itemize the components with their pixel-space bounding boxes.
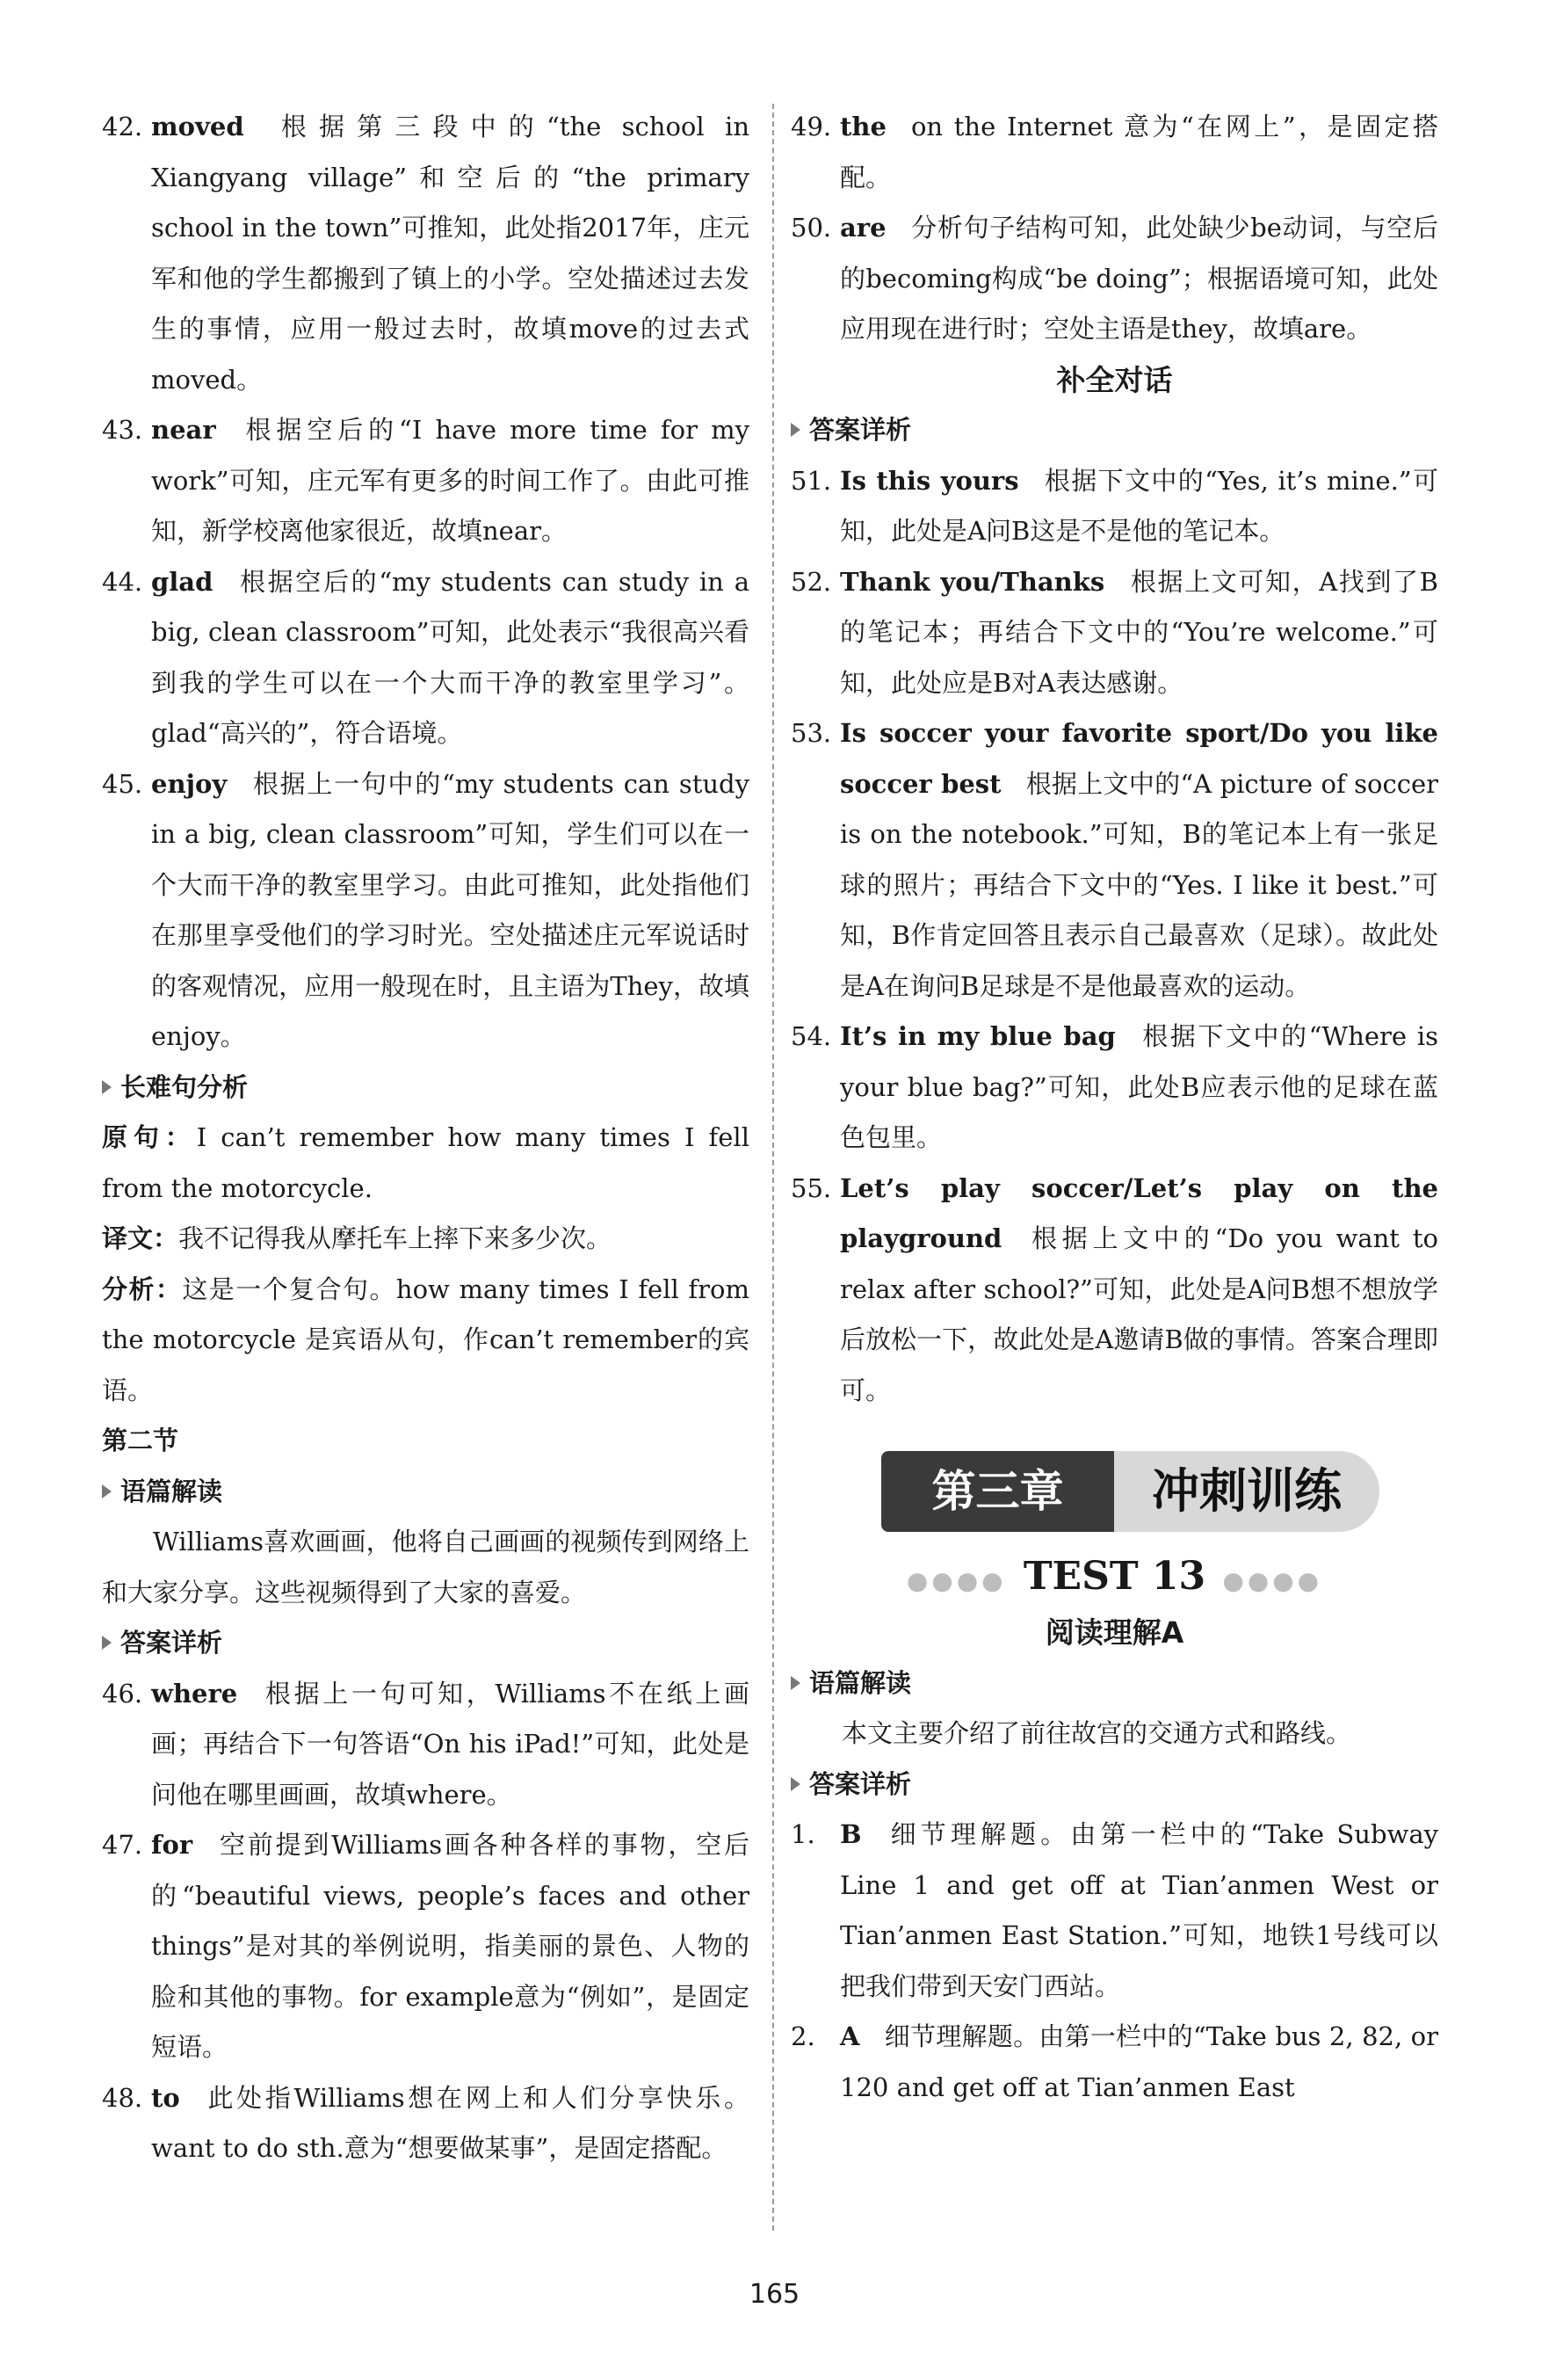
reading-heading: 语篇解读 bbox=[791, 1658, 1438, 1709]
test-title-text: TEST 13 bbox=[1023, 1554, 1206, 1599]
answer-item-42: 42. moved 根据第三段中的“the school in Xiangyang village”和空后的“the primary school in the town”可推知，此处指2017年，庄元军和他的学生都搬到了镇上的小学。空处描述过去发生的事情，应用一般过去时，故填move的过去式moved。 bbox=[102, 112, 749, 395]
answer-item-45: 45. enjoy 根据上一句中的“my students can study in a big, clean classroom”可知，学生们可以在一个大而干净的教室里学习。由此可推知，此处指他们在那里享受他们的学习时光。空处描述庄元军说话时的客观情况，应用一般现在时，且主语为They，故填enjoy。 bbox=[102, 768, 749, 1051]
analysis: 分析：这是一个复合句。how many times I fell from the motorcycle 是宾语从句，作can’t remember的宾语。 bbox=[102, 1273, 749, 1405]
decorative-dots-right: ●●●● bbox=[1222, 1566, 1323, 1595]
answer-item-44: 44. glad 根据空后的“my students can study in a big, clean classroom”可知，此处表示“我很高兴看到我的学生可以在一个大而干净的教室里学习”。glad“高兴的”，符合语境。 bbox=[102, 566, 749, 748]
answer-item-46: 46. where 根据上一句可知，Williams不在纸上画画；再结合下一句答语“On his iPad!”可知，此处是问他在哪里画画，故填where。 bbox=[102, 1678, 749, 1810]
original-sentence: 原句：I can’t remember how many times I fell from the motorcycle. bbox=[102, 1122, 749, 1203]
answer-item-47: 47. for 空前提到Williams画各种各样的事物，空后的“beautiful views, people’s faces and other things”是对其的举例说明，指美丽的景色、人物的脸和其他的事物。for example意为“例如”，是固定短语。 bbox=[102, 1830, 749, 2062]
answer-item-54: 54. It’s in my blue bag 根据下文中的“Where is your blue bag?”可知，此处B应表示他的足球在蓝色包里。 bbox=[791, 1021, 1438, 1152]
translation: 译文：我不记得我从摩托车上摔下来多少次。 bbox=[102, 1223, 612, 1253]
triangle-marker-icon bbox=[102, 1080, 112, 1094]
answer-item-53: 53. Is soccer your favorite sport/Do you like soccer best 根据上文中的“A picture of soccer is on the notebook.”可知，B的笔记本上有一张足球的照片；再结合下文中的“Yes. I like it best.”可知，B作肯定回答且表示自己最喜欢（足球）。故此处是A在询问B足球是不是他最喜欢的运动。 bbox=[791, 718, 1439, 1001]
answer-item-48: 48. to 此处指Williams想在网上和人们分享快乐。want to do sth.意为“想要做某事”，是固定搭配。 bbox=[102, 2082, 749, 2163]
section-title: 第二节 bbox=[102, 1426, 179, 1455]
answer-item-49: 49. the on the Internet 意为“在网上”，是固定搭配。 bbox=[791, 112, 1438, 192]
column-divider bbox=[772, 104, 774, 2231]
answer-item-2: 2. A 细节理解题。由第一栏中的“Take bus 2, 82, or 120 and get off at Tian’anmen East bbox=[791, 2021, 1438, 2102]
answer-item-1: 1. B 细节理解题。由第一栏中的“Take Subway Line 1 and get off at Tian’anmen West or Tian’anmen East Station.”可知，地铁1号线可以把我们带到天安门西站。 bbox=[791, 1819, 1438, 2001]
answer-item-43: 43. near 根据空后的“I have more time for my work”可知，庄元军有更多的时间工作了。由此可推知，新学校离他家很近，故填near。 bbox=[102, 415, 749, 546]
chapter-banner bbox=[791, 1432, 1438, 1539]
reading-a-title: 阅读理解A bbox=[1045, 1615, 1184, 1650]
answers-heading: 答案详析 bbox=[102, 1618, 749, 1669]
triangle-marker-icon bbox=[791, 423, 800, 437]
answer-item-52: 52. Thank you/Thanks 根据上文可知，A找到了B的笔记本；再结合下文中的“You’re welcome.”可知，此处应是B对A表达感谢。 bbox=[791, 566, 1438, 698]
right-column bbox=[791, 102, 1438, 2113]
page-number: 165 bbox=[749, 2279, 800, 2310]
triangle-marker-icon bbox=[102, 1484, 112, 1498]
dialog-title: 补全对话 bbox=[1056, 362, 1173, 397]
triangle-marker-icon bbox=[791, 1676, 800, 1690]
answers-heading: 答案详析 bbox=[791, 1760, 1438, 1810]
answer-item-50: 50. are 分析句子结构可知，此处缺少be动词，与空后的becoming构成“be doing”；根据语境可知，此处应用现在进行时；空处主语是they，故填are。 bbox=[791, 213, 1438, 344]
answer-item-51: 51. Is this yours 根据下文中的“Yes, it’s mine.”可知，此处是A问B这是不是他的笔记本。 bbox=[791, 465, 1438, 546]
decorative-dots-left: ●●●● bbox=[906, 1566, 1007, 1595]
chapter-title: 冲刺训练 bbox=[1114, 1451, 1379, 1532]
reading-heading: 语篇解读 bbox=[102, 1467, 749, 1518]
left-column bbox=[102, 102, 749, 2174]
reading-summary: 本文主要介绍了前往故宫的交通方式和路线。 bbox=[842, 1718, 1352, 1748]
long-sentence-heading: 长难句分析 bbox=[102, 1063, 749, 1114]
triangle-marker-icon bbox=[102, 1636, 112, 1650]
answers-heading: 答案详析 bbox=[791, 405, 1438, 456]
reading-summary: Williams喜欢画画，他将自己画画的视频传到网络上和大家分享。这些视频得到了大家的喜爱。 bbox=[102, 1527, 749, 1607]
triangle-marker-icon bbox=[791, 1777, 800, 1791]
chapter-number: 第三章 bbox=[881, 1451, 1114, 1532]
answer-item-55: 55. Let’s play soccer/Let’s play on the playground 根据上文中的“Do you want to relax after school?”可知，此处是A问B想不想放学后放松一下，故此处是A邀请B做的事情。答案合理即可。 bbox=[791, 1172, 1438, 1405]
test-title bbox=[791, 1546, 1438, 1607]
